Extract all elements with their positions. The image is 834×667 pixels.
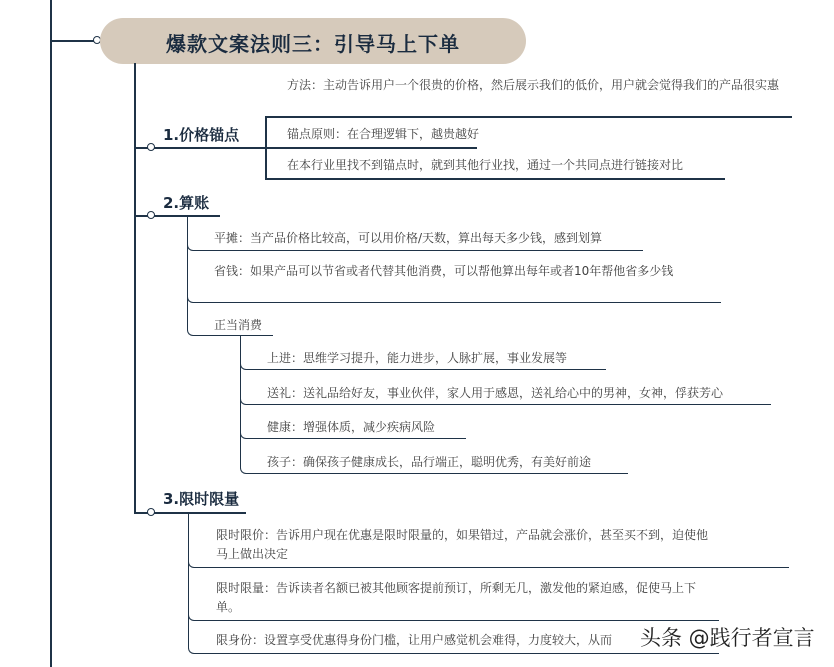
- leaf-anchor-principle[interactable]: 锚点原则：在合理逻辑下，越贵越好: [287, 127, 480, 141]
- main-spine: [50, 0, 52, 667]
- branch-limited[interactable]: 3.限时限量: [163, 490, 240, 508]
- root-sub-spine: [134, 63, 136, 513]
- leaf-anchor-other-industry[interactable]: 在本行业里找不到锚点时，就到其他行业找，通过一个共同点进行链接对比: [287, 158, 684, 172]
- root-topic-title: 爆款文案法则三：引导马上下单: [166, 32, 460, 56]
- leaf-health[interactable]: 健康：增强体质，减少疾病风险: [267, 420, 436, 434]
- leaf-anchor-method[interactable]: 方法：主动告诉用户一个很贵的价格，然后展示我们的低价，用户就会觉得我们的产品很实惠: [287, 78, 780, 92]
- leaf-save-money[interactable]: 省钱：如果产品可以节省或者代替其他消费，可以帮他算出每年或者10年帮他省多少钱: [214, 264, 674, 278]
- leaf-proper-consumption[interactable]: 正当消费: [214, 318, 263, 332]
- leaf-identity[interactable]: 限身份：设置享受优惠得身份门槛，让用户感觉机会难得，力度较大，从而: [216, 633, 613, 647]
- branch-2-toggle[interactable]: [147, 211, 155, 219]
- branch-calculate[interactable]: 2.算账: [163, 194, 210, 212]
- root-connector: [50, 40, 96, 42]
- leaf-limited-price[interactable]: 限时限价：告诉用户现在优惠是限时限量的，如果错过，产品就会涨价，甚至买不到，迫使他马上做出决定: [216, 528, 709, 561]
- branch-price-anchor[interactable]: 1.价格锚点: [163, 126, 240, 144]
- leaf-gift[interactable]: 送礼：送礼品给好友，事业伙伴，家人用于感恩，送礼给心中的男神，女神，俘获芳心: [267, 386, 724, 400]
- leaf-1-underline: [265, 116, 792, 118]
- leaf-children[interactable]: 孩子：确保孩子健康成长，品行端正，聪明优秀，有美好前途: [267, 455, 592, 469]
- leaf-self-improvement[interactable]: 上进：思维学习提升，能力进步，人脉扩展，事业发展等: [267, 351, 568, 365]
- branch-1-toggle[interactable]: [147, 143, 155, 151]
- branch-3-toggle[interactable]: [147, 508, 155, 516]
- leaf-2-underline: [265, 147, 477, 149]
- leaf-share-cost[interactable]: 平摊：当产品价格比较高，可以用价格/天数，算出每天多少钱，感到划算: [214, 231, 603, 245]
- leaf-3-underline: [265, 178, 725, 180]
- leaf-limited-quantity[interactable]: 限时限量：告诉读者名额已被其他顾客提前预订，所剩无几，激发他的紧迫感，促使马上下单。: [216, 581, 697, 614]
- watermark: 头条 @践行者宣言: [640, 626, 815, 650]
